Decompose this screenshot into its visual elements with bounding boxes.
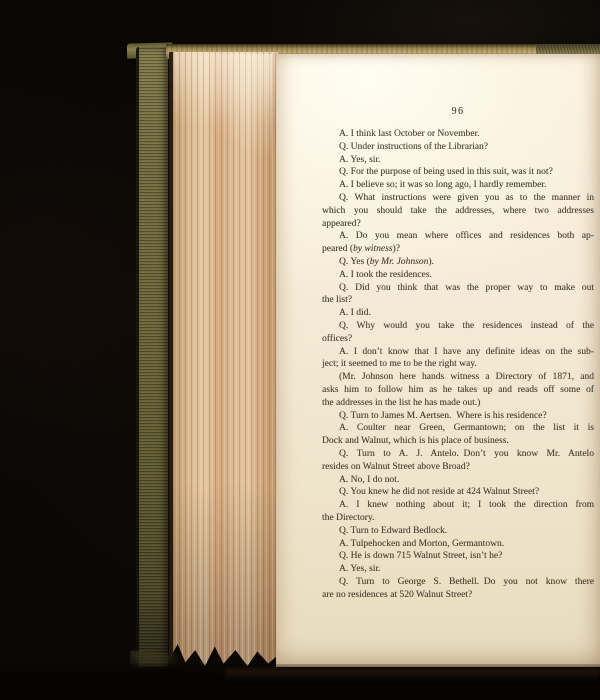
text-line: A. No, I do not. — [339, 474, 400, 485]
text-line: the addresses in the list he has made out.) — [322, 397, 481, 408]
text-line: Q. For the purpose of being used in this suit, was it not? — [339, 167, 553, 178]
text-line: Q. Turn to Edward Bedlock. — [339, 525, 448, 536]
text-line: Q. Turn to A. J. Antelo. Don’t you know Mr. Antelo — [339, 448, 594, 459]
text-line: A. I believe so; it was so long ago, I hardly remember. — [339, 180, 547, 191]
text-line: are no residences at 520 Walnut Street? — [322, 589, 473, 600]
book-cover-edge — [136, 47, 168, 667]
text-line: Q. He is down 715 Walnut Street, isn’t he? — [339, 551, 503, 562]
text-line: A. I don’t know that I have any definite ideas on the sub- — [339, 346, 594, 357]
text-line: Q. Why would you take the residences instead of the — [339, 320, 594, 331]
book-page — [276, 54, 600, 667]
text-line: appeared? — [322, 218, 361, 229]
text-line: Q. Turn to James M. Aertsen. Where is his residence? — [339, 410, 547, 421]
text-line: ject; it seemed to me to be the right way. — [322, 359, 477, 370]
page-text-block — [322, 105, 594, 601]
text-line: asks him to follow him as he takes up and reads off some of — [322, 384, 594, 395]
text-line: Q. Did you think that was the proper way to make out — [339, 282, 594, 293]
text-line: (Mr. Johnson here hands witness a Directory of 1871, and — [339, 372, 594, 383]
text-line: the Directory. — [322, 512, 375, 523]
text-line: A. I think last October or November. — [339, 129, 480, 139]
text-line: Q. Turn to George S. Bethell. Do you not know there — [339, 576, 594, 587]
book-bottom-shadow-streak — [225, 669, 600, 682]
text-line: A. I knew nothing about it; I took the direction from — [339, 500, 594, 511]
text-line: the list? — [322, 295, 352, 306]
text-line: Q. Under instructions of the Librarian? — [339, 141, 489, 152]
text-line: peared (by witness)? — [322, 244, 400, 255]
text-line: A. Coulter near Green, Germantown; on the list it is — [339, 423, 594, 434]
text-line: A. I took the residences. — [339, 269, 432, 280]
page-number: 96 — [451, 106, 465, 117]
text-line: A. I did. — [339, 308, 371, 319]
text-line: Dock and Walnut, which is his place of business. — [322, 436, 509, 447]
text-line: offices? — [322, 333, 353, 344]
text-line: resides on Walnut Street above Broad? — [322, 461, 470, 472]
text-line: A. Do you mean where offices and residences both ap- — [339, 231, 594, 242]
text-line: which you should take the addresses, where two addresses — [322, 205, 594, 216]
text-line: A. Yes, sir. — [339, 564, 381, 575]
text-line: Q. You knew he did not reside at 424 Walnut Street? — [339, 487, 540, 498]
text-line: A. Yes, sir. — [339, 154, 381, 165]
text-line: Q. What instructions were given you as to the manner in — [339, 192, 594, 203]
text-line: A. Tulpehocken and Morton, Germantown. — [339, 538, 505, 549]
text-line: Q. Yes (by Mr. Johnson). — [339, 256, 434, 267]
